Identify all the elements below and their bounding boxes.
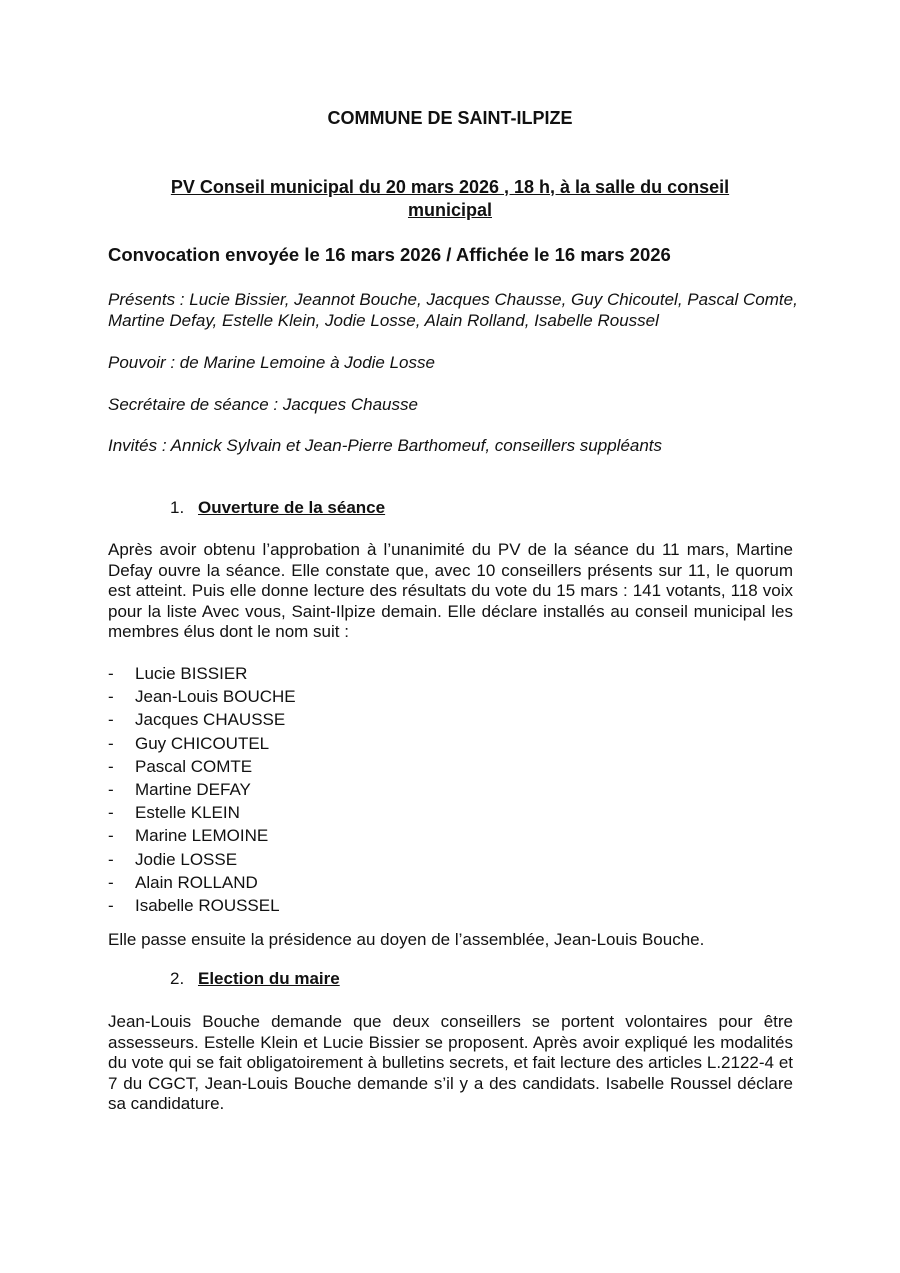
elected-members-list [108,662,296,917]
secretaire-line: Secrétaire de séance : Jacques Chausse [108,395,418,414]
section-2-number: 2. [170,969,185,988]
section-1-heading [170,497,385,519]
member-name: Isabelle ROUSSEL [135,895,280,915]
member-name: Pascal COMTE [135,756,253,776]
member-name: Guy CHICOUTEL [135,733,270,753]
bullet-dash: - [108,826,114,846]
bullet-dash: - [108,895,114,915]
list-item [108,894,296,917]
list-item [108,708,296,731]
pouvoir-line: Pouvoir : de Marine Lemoine à Jodie Losse [108,353,435,372]
bullet-dash: - [108,849,114,869]
bullet-dash: - [108,733,114,753]
member-name: Jacques CHAUSSE [135,710,286,730]
list-item [108,755,296,778]
bullet-dash: - [108,803,114,823]
list-item [108,778,296,801]
convocation-line: Convocation envoyée le 16 mars 2026 / Affichée le 16 mars 2026 [108,244,671,265]
bullet-dash: - [108,756,114,776]
bullet-dash: - [108,710,114,730]
list-item [108,732,296,755]
bullet-dash: - [108,872,114,892]
member-name: Martine DEFAY [135,779,251,799]
section-2-title: Election du maire [198,969,340,988]
section-2-paragraph: Jean-Louis Bouche demande que deux conseillers se portent volontaires pour être assesseurs. Estelle Klein et Lucie Bissier se proposent. Après avoir expliqué les modalités du vote qui se fait obligatoirement à bulletins secrets, et fait lecture des articles L.2122-4 et 7 du CGCT, Jean-Louis Bouche demande s’il y a des candidats. Isabelle Roussel déclare sa candidature. [108,1012,793,1113]
list-item [108,662,296,685]
bullet-dash: - [108,687,114,707]
member-name: Jodie LOSSE [135,849,238,869]
list-item [108,824,296,847]
member-name: Alain ROLLAND [135,872,258,892]
pv-title: PV Conseil municipal du 20 mars 2026 , 18 h, à la salle du conseil municipal [170,177,730,220]
list-item [108,685,296,708]
list-item [108,871,296,894]
bullet-dash: - [108,779,114,799]
presents-line: Présents : Lucie Bissier, Jeannot Bouche, Jacques Chausse, Guy Chicoutel, Pascal Comte, Martine Defay, Estelle Klein, Jodie Losse, Alain Rolland, Isabelle Roussel [108,290,798,330]
member-name: Marine LEMOINE [135,826,269,846]
section-1-number: 1. [170,498,185,517]
bullet-dash: - [108,664,114,683]
section-1-title: Ouverture de la séance [198,498,386,517]
invites-line: Invités : Annick Sylvain et Jean-Pierre Barthomeuf, conseillers suppléants [108,436,663,455]
section-2-heading [170,968,340,990]
commune-name: COMMUNE DE SAINT-ILPIZE [327,108,573,128]
list-item [108,801,296,824]
member-name: Lucie BISSIER [135,664,248,683]
section-1-closing: Elle passe ensuite la présidence au doyen de l’assemblée, Jean-Louis Bouche. [108,930,705,949]
section-1-paragraph: Après avoir obtenu l’approbation à l’unanimité du PV de la séance du 11 mars, Martine Defay ouvre la séance. Elle constate que, avec 10 conseillers présents sur 11, le quorum est atteint. Puis elle donne lecture des résultats du vote du 15 mars : 141 votants, 118 voix pour la liste Avec vous, Saint-Ilpize demain. Elle déclare installés au conseil municipal les membres élus dont le nom suit : [108,540,793,641]
member-name: Jean-Louis BOUCHE [135,687,296,707]
list-item [108,848,296,871]
member-name: Estelle KLEIN [135,803,240,823]
